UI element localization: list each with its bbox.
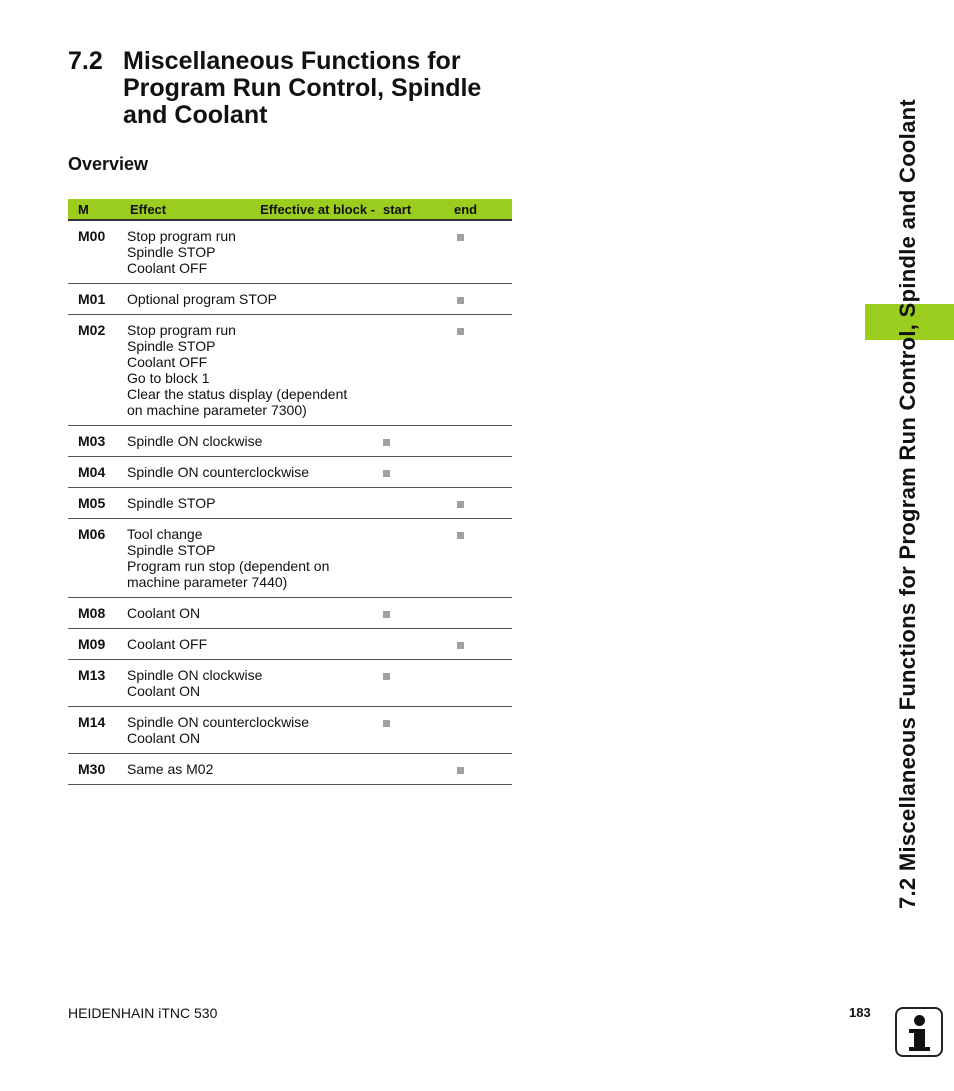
table-row	[68, 629, 512, 660]
start-marker-icon	[383, 673, 390, 680]
start-cell	[383, 707, 454, 754]
end-marker-icon	[457, 297, 464, 304]
effect-cell	[127, 629, 383, 660]
table-row	[68, 488, 512, 519]
info-icon-serif-bottom	[909, 1047, 930, 1051]
effect-line: Spindle STOP	[127, 338, 216, 354]
end-cell	[454, 707, 512, 754]
table-row	[68, 426, 512, 457]
header-m: M	[68, 199, 127, 220]
effect-line: Optional program STOP	[127, 291, 277, 307]
effect-line: on machine parameter 7300)	[127, 402, 307, 418]
header-end: end	[454, 199, 512, 220]
table-row	[68, 660, 512, 707]
effect-cell	[127, 519, 383, 598]
effect-line: Stop program run	[127, 322, 236, 338]
m-code: M04	[68, 457, 127, 488]
m-code: M00	[68, 220, 127, 284]
end-cell	[454, 457, 512, 488]
effect-cell	[127, 707, 383, 754]
effect-line: machine parameter 7440)	[127, 574, 288, 590]
end-cell	[454, 426, 512, 457]
effect-line: Spindle ON clockwise	[127, 433, 263, 449]
info-icon-stem	[914, 1029, 925, 1049]
effect-cell	[127, 660, 383, 707]
start-cell	[383, 457, 454, 488]
effect-line: Spindle STOP	[127, 244, 216, 260]
side-tab-title: 7.2 Miscellaneous Functions for Program Run Control, Spindle and Coolant	[895, 99, 920, 910]
chapter-number: 7.2	[68, 47, 103, 75]
start-cell	[383, 284, 454, 315]
table-row	[68, 519, 512, 598]
m-code: M06	[68, 519, 127, 598]
end-marker-icon	[457, 328, 464, 335]
m-function-table	[68, 199, 512, 785]
effect-cell	[127, 284, 383, 315]
effect-line: Spindle ON clockwise	[127, 667, 263, 683]
effect-line: Same as M02	[127, 761, 214, 777]
effect-line: Spindle STOP	[127, 542, 216, 558]
effect-line: Spindle STOP	[127, 495, 216, 511]
start-cell	[383, 315, 454, 426]
effect-cell	[127, 426, 383, 457]
chapter-title-text: Miscellaneous Functions for Program Run Control, Spindle and Coolant	[123, 47, 482, 129]
end-marker-icon	[457, 642, 464, 649]
effect-line: Spindle ON counterclockwise	[127, 464, 310, 480]
table-body	[68, 220, 512, 785]
effect-cell	[127, 220, 383, 284]
end-cell	[454, 598, 512, 629]
end-marker-icon	[457, 532, 464, 539]
page-number: 183	[849, 1005, 871, 1020]
end-cell	[454, 220, 512, 284]
end-cell	[454, 284, 512, 315]
effect-line: Coolant OFF	[127, 636, 208, 652]
m-code: M02	[68, 315, 127, 426]
effect-line: Clear the status display (dependent	[127, 386, 348, 402]
start-cell	[383, 488, 454, 519]
effect-cell	[127, 457, 383, 488]
header-start: start	[383, 199, 454, 220]
table-row	[68, 315, 512, 426]
m-code: M08	[68, 598, 127, 629]
table-header-row	[68, 199, 512, 220]
section-heading: Overview	[68, 154, 149, 174]
end-marker-icon	[457, 234, 464, 241]
table-row	[68, 754, 512, 785]
end-cell	[454, 315, 512, 426]
header-effective-at-block: Effective at block -	[260, 201, 375, 217]
end-marker-icon	[457, 501, 464, 508]
start-cell	[383, 519, 454, 598]
effect-cell	[127, 315, 383, 426]
info-icon	[895, 1007, 943, 1057]
m-code: M30	[68, 754, 127, 785]
table-row	[68, 220, 512, 284]
effect-line: Coolant ON	[127, 605, 201, 621]
effect-line: Coolant OFF	[127, 260, 208, 276]
m-code: M03	[68, 426, 127, 457]
effect-cell	[127, 754, 383, 785]
table-row	[68, 598, 512, 629]
end-cell	[454, 519, 512, 598]
start-cell	[383, 220, 454, 284]
footer-product: HEIDENHAIN iTNC 530	[68, 1005, 218, 1021]
info-icon-dot	[914, 1015, 925, 1026]
table-row	[68, 457, 512, 488]
table-row	[68, 707, 512, 754]
end-cell	[454, 488, 512, 519]
effect-line: Program run stop (dependent on	[127, 558, 330, 574]
chapter-title	[68, 48, 528, 129]
effect-line: Coolant OFF	[127, 354, 208, 370]
m-code: M01	[68, 284, 127, 315]
start-cell	[383, 629, 454, 660]
start-cell	[383, 754, 454, 785]
effect-line: Coolant ON	[127, 683, 201, 699]
effect-cell	[127, 488, 383, 519]
effect-cell	[127, 598, 383, 629]
table-row	[68, 284, 512, 315]
m-code: M14	[68, 707, 127, 754]
end-marker-icon	[457, 767, 464, 774]
m-code: M09	[68, 629, 127, 660]
end-cell	[454, 629, 512, 660]
start-marker-icon	[383, 470, 390, 477]
effect-line: Coolant ON	[127, 730, 201, 746]
effect-line: Stop program run	[127, 228, 236, 244]
header-effect: Effect	[130, 201, 167, 217]
header-effect-group	[127, 199, 383, 220]
end-cell	[454, 754, 512, 785]
start-marker-icon	[383, 439, 390, 446]
start-cell	[383, 426, 454, 457]
start-marker-icon	[383, 720, 390, 727]
end-cell	[454, 660, 512, 707]
effect-line: Go to block 1	[127, 370, 210, 386]
m-code: M13	[68, 660, 127, 707]
effect-line: Spindle ON counterclockwise	[127, 714, 310, 730]
start-marker-icon	[383, 611, 390, 618]
m-code: M05	[68, 488, 127, 519]
start-cell	[383, 660, 454, 707]
effect-line: Tool change	[127, 526, 203, 542]
start-cell	[383, 598, 454, 629]
